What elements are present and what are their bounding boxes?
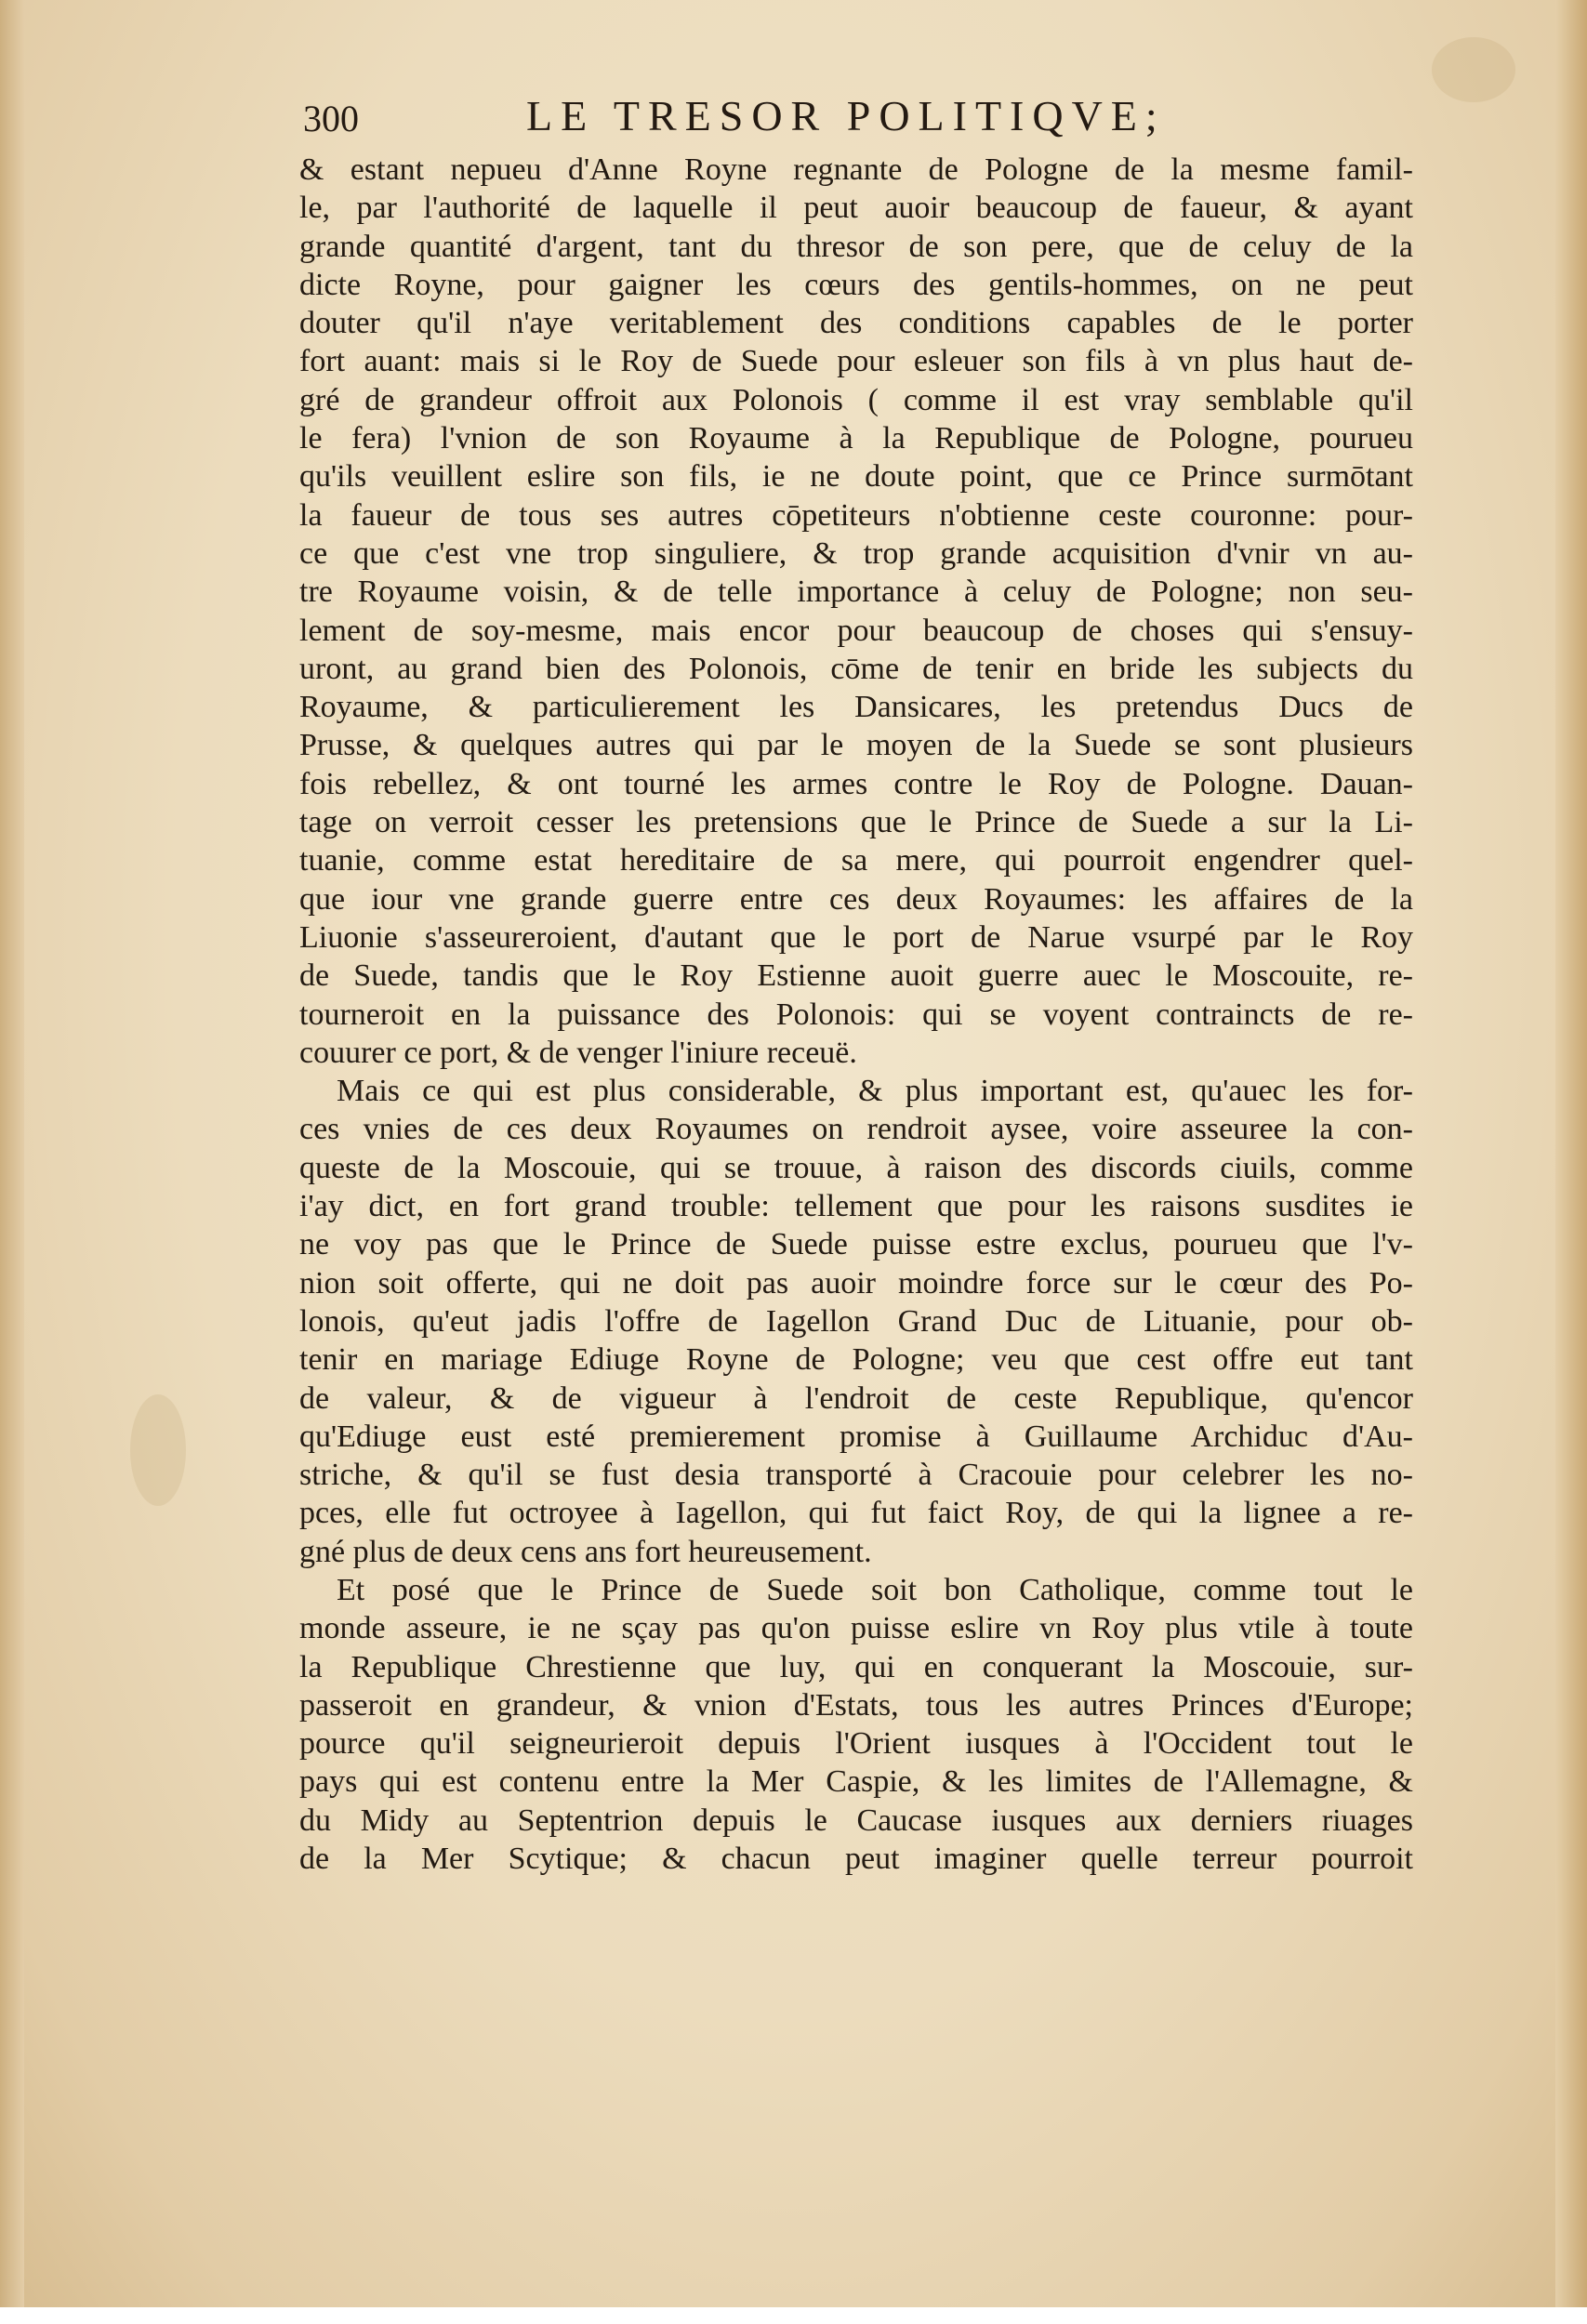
text-line: gré de grandeur offroit aux Polonois ( comme il est vray semblable qu'il (299, 382, 1413, 417)
text-line: lonois, qu'eut jadis l'offre de Iagellon Grand Duc de Lituanie, pour ob- (299, 1303, 1413, 1339)
text-line: ces vnies de ces deux Royaumes on rendroit aysee, voire asseuree la con- (299, 1112, 1413, 1147)
text-line: Et posé que le Prince de Suede soit bon Catholique, comme tout le (337, 1572, 1413, 1607)
text-line: uront, au grand bien des Polonois, cōme de tenir en bride les subjects du (299, 651, 1413, 686)
text-line: gné plus de deux cens ans fort heureusement. (299, 1534, 872, 1569)
text-line: dicte Royne, pour gaigner les cœurs des gentils-hommes, on ne peut (299, 267, 1413, 302)
paper-stain (1432, 37, 1515, 102)
page-number: 300 (303, 98, 359, 139)
page-right-edge (1555, 0, 1587, 2324)
text-line: Mais ce qui est plus considerable, & plus important est, qu'auec les for- (337, 1074, 1413, 1109)
text-line: passeroit en grandeur, & vnion d'Estats, tous les autres Princes d'Europe; (299, 1687, 1413, 1723)
text-line: Prusse, & quelques autres qui par le moyen de la Suede se sont plusieurs (299, 728, 1413, 763)
text-line: queste de la Moscouie, qui se trouue, à raison des discords ciuils, comme (299, 1150, 1413, 1185)
text-line: ne voy pas que le Prince de Suede puisse estre exclus, pourueu que l'v- (299, 1227, 1413, 1262)
text-line: le, par l'authorité de laquelle il peut auoir beaucoup de faueur, & ayant (299, 191, 1413, 226)
text-line: tuanie, comme estat hereditaire de sa mere, qui pourroit engendrer quel- (299, 843, 1413, 878)
text-line: striche, & qu'il se fust desia transporté à Cracouie pour celebrer les no- (299, 1458, 1413, 1493)
text-line: fort auant: mais si le Roy de Suede pour esleuer son fils à vn plus haut de- (299, 344, 1413, 379)
text-line: lement de soy-mesme, mais encor pour beaucoup de choses qui s'ensuy- (299, 613, 1413, 648)
text-line: pays qui est contenu entre la Mer Caspie, & les limites de l'Allemagne, & (299, 1764, 1413, 1800)
text-line: pource qu'il seigneurieroit depuis l'Orient iusques à l'Occident tout le (299, 1726, 1413, 1762)
page-bottom-margin (0, 2307, 1587, 2324)
text-line: du Midy au Septentrion depuis le Caucase iusques aux derniers riuages (299, 1802, 1413, 1838)
text-line: pces, elle fut octroyee à Iagellon, qui fut faict Roy, de qui la lignee a re- (299, 1496, 1413, 1531)
text-line: de valeur, & de vigueur à l'endroit de ceste Republique, qu'encor (299, 1380, 1413, 1416)
text-line: Royaume, & particulierement les Dansicares, les pretendus Ducs de (299, 690, 1413, 725)
text-line: couurer ce port, & de venger l'iniure receuë. (299, 1035, 857, 1070)
page-left-edge (0, 0, 24, 2324)
text-line: qu'ils veuillent eslire son fils, ie ne doute point, que ce Prince surmōtant (299, 459, 1413, 495)
text-line: tre Royaume voisin, & de telle importance à celuy de Pologne; non seu- (299, 574, 1413, 610)
body-text (299, 151, 1413, 1878)
text-line: tage on verroit cesser les pretensions que le Prince de Suede a sur la Li- (299, 805, 1413, 840)
text-line: nion soit offerte, qui ne doit pas auoir moindre force sur le cœur des Po- (299, 1265, 1413, 1301)
text-line: ce que c'est vne trop singuliere, & trop grande acquisition d'vnir vn au- (299, 535, 1413, 571)
text-line: grande quantité d'argent, tant du thresor de son pere, que de celuy de la (299, 229, 1413, 264)
text-line: Liuonie s'asseureroient, d'autant que le port de Narue vsurpé par le Roy (299, 919, 1413, 955)
text-line: que iour vne grande guerre entre ces deux Royaumes: les affaires de la (299, 881, 1413, 917)
running-title: LE TRESOR POLITIQVE; (526, 92, 1166, 139)
text-line: le fera) l'vnion de son Royaume à la Republique de Pologne, pourueu (299, 421, 1413, 456)
text-line: douter qu'il n'aye veritablement des conditions capables de le porter (299, 306, 1413, 341)
text-line: de Suede, tandis que le Roy Estienne auoit guerre auec le Moscouite, re- (299, 958, 1413, 994)
text-line: fois rebellez, & ont tourné les armes contre le Roy de Pologne. Dauan- (299, 766, 1413, 801)
text-line: de la Mer Scytique; & chacun peut imaginer quelle terreur pourroit (299, 1842, 1413, 1877)
text-line: qu'Ediuge eust esté premierement promise à Guillaume Archiduc d'Au- (299, 1419, 1413, 1454)
text-line: la Republique Chrestienne que luy, qui en conquerant la Moscouie, sur- (299, 1649, 1413, 1684)
page-header (303, 91, 1289, 151)
paper-stain (130, 1394, 186, 1506)
text-line: la faueur de tous ses autres cōpetiteurs n'obtienne ceste couronne: pour- (299, 497, 1413, 533)
text-line: monde asseure, ie ne sçay pas qu'on puisse eslire vn Roy plus vtile à toute (299, 1611, 1413, 1646)
text-line: i'ay dict, en fort grand trouble: tellement que pour les raisons susdites ie (299, 1189, 1413, 1224)
text-line: tenir en mariage Ediuge Royne de Pologne; veu que cest offre eut tant (299, 1342, 1413, 1378)
text-line: & estant nepueu d'Anne Royne regnante de Pologne de la mesme famil- (299, 152, 1413, 187)
text-line: tourneroit en la puissance des Polonois: qui se voyent contraincts de re- (299, 997, 1413, 1032)
